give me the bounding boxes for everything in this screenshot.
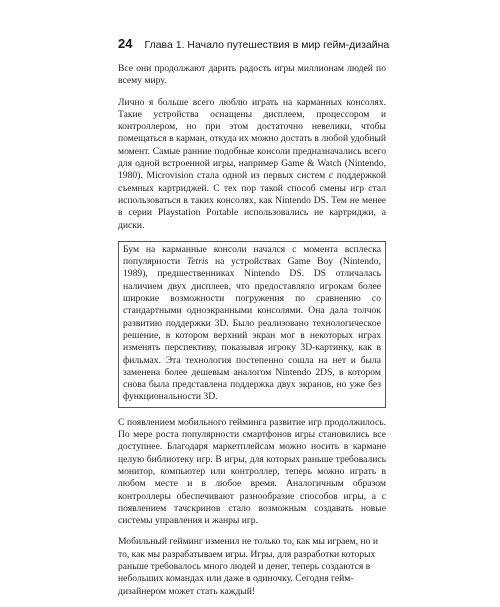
sidebar-box-handheld-boom (118, 241, 386, 408)
game-title-tetris: Tetris (186, 256, 209, 268)
paragraph-mobile-gaming: С появлением мобильного гейминга развитие игр продолжилось. По мере роста популярности смартфонов игры становились все доступнее. Благодаря маркетплейсам можно носить в кармане целую библиотеку игр. В игры, для которых раньше требовались монитор, компьютер или контроллер, теперь можно играть в любом месте и в любое время. Аналогичным образом контроллеры обеспечивают разнообразие способов игры, а с появлением тачскринов стало возможным создавать новые системы управления и жанры игр. (118, 416, 386, 527)
paragraph-game-development: Мобильный гейминг изменил не только то, как мы играем, но и то, как мы разрабатываем игры. Игры, для разработки которых раньше требовалось много людей и денег, теперь создаются в небольших командах или даже в одиночку. Сегодня гейм-дизайнером может стать каждый! (118, 536, 379, 597)
boxed-paragraph (123, 244, 381, 404)
page-body (118, 63, 386, 607)
running-title: Глава 1. Начало путешествия в мир гейм-дизайна (144, 39, 390, 51)
boxed-text-end: на устройствах Game Boy (Nintendo, 1989), предшественниках Nintendo DS. DS отличалась наличием двух дисплеев, что предоставляло игрокам более широкие возможности погружения по сравнению со стандартными одноэкранными консолями. Она дала толчок развитию поддержки 3D. Было реализовано технологическое решение, в котором верхний экран мог в некоторых играх изменять перспективу, показывая игроку 3D-картинку, как в фильмах. Эта технология постепенно сошла на нет и была заменена более дешевым аналогом Nintendo 2DS, в котором снова была представлена поддержка двух экранов, но уже без функциональности 3D. (123, 256, 381, 403)
paragraph-handheld-consoles: Лично я больше всего люблю играть на карманных консолях. Такие устройства оснащены дисплеем, процессором и контроллером, но при этом достаточно невелики, чтобы помещаться в карман, откуда их можно достать в любой удобный момент. Самые ранние подобные консоли предназначались всего для одной встроенной игры, например Game & Watch (Nintendo, 1980). Microvision стала одной из первых систем с поддержкой съемных картриджей. С тех пор такой способ смены игр стал использоваться в таких консолях, как Nintendo DS. Тем не менее в серии Playstation Portable использовались не картриджи, а диски. (118, 96, 386, 231)
page-number: 24 (118, 36, 133, 51)
paragraph-intro: Все они продолжают дарить радость игры миллионам людей по всему миру. (118, 63, 386, 87)
boxed-text-start: Бум на карманные консоли начался с момента всплеска популярности (123, 243, 381, 268)
page-header (118, 36, 478, 51)
